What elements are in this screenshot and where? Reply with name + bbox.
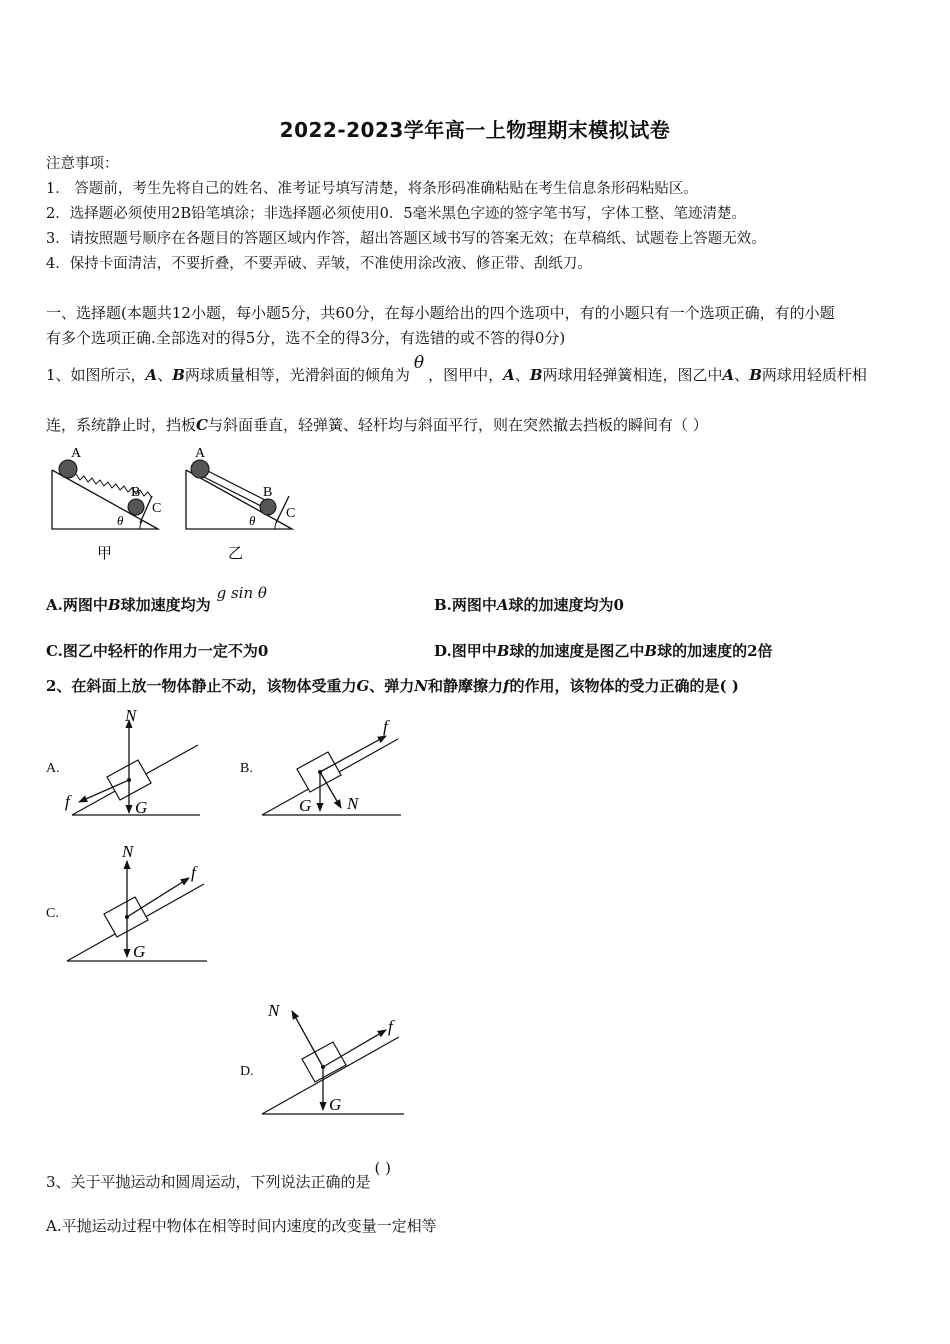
section1-line1: 一、选择题(本题共12小题，每小题5分，共60分，在每小题给出的四个选项中，有的小题只有一个选项正确，有的小题 — [46, 304, 835, 322]
block — [302, 1042, 346, 1082]
figure-yi — [186, 446, 295, 562]
g-sin-theta: g sin θ — [216, 584, 267, 602]
q2-option-a-figure[interactable] — [60, 705, 210, 825]
ball-a-jia — [59, 460, 77, 478]
q1-option-a[interactable]: A.两图中B球加速度均为g sin θ — [46, 584, 267, 614]
q1-option-d[interactable]: D.图甲中B球的加速度是图乙中B球的加速度的2倍 — [434, 642, 773, 660]
figure-jia — [52, 446, 161, 562]
svg-text:f: f — [388, 1017, 393, 1036]
ball-b-yi — [260, 499, 276, 515]
notice-item-3: 3．请按照题号顺序在各题目的答题区域内作答，超出答题区域书写的答案无效；在草稿纸、试题卷上答题无效。 — [46, 231, 766, 247]
svg-text:G: G — [329, 1095, 342, 1114]
theta-symbol: θ — [413, 353, 425, 373]
q2-option-c-figure[interactable] — [60, 840, 212, 968]
q1-stem-line1: 1、如图所示，A、B两球质量相等，光滑斜面的倾角为θ，图甲中，A、B两球用轻弹簧相连，图乙中A、B两球用轻质杆相 — [46, 353, 867, 384]
svg-text:G: G — [135, 798, 148, 817]
svg-text:A: A — [195, 446, 206, 461]
q1-option-c[interactable]: C.图乙中轻杆的作用力一定不为0 — [46, 642, 269, 660]
svg-text:C: C — [286, 506, 296, 521]
q1-option-b[interactable]: B.两图中A球的加速度均为0 — [434, 596, 624, 614]
svg-text:N: N — [122, 842, 134, 861]
q3-option-a[interactable]: A.平抛运动过程中物体在相等时间内速度的改变量一定相等 — [46, 1217, 437, 1235]
notice-heading: 注意事项： — [46, 156, 119, 172]
spring — [76, 474, 152, 498]
q1-stem-line2: 连，系统静止时，挡板C与斜面垂直，轻弹簧、轻杆均与斜面平行，则在突然撤去挡板的瞬间有（ ） — [46, 416, 708, 434]
q2-option-c-label[interactable]: C. — [46, 906, 59, 921]
q2-option-d-label[interactable]: D. — [240, 1064, 254, 1079]
svg-text:N: N — [125, 706, 137, 725]
fig-jia-label: 甲 — [97, 546, 113, 562]
svg-text:B: B — [263, 485, 273, 500]
svg-text:θ: θ — [117, 513, 124, 528]
fig-yi-label: 乙 — [228, 546, 244, 562]
svg-text:G: G — [133, 942, 146, 961]
q1-figure — [40, 440, 310, 568]
svg-text:θ: θ — [249, 513, 256, 528]
section1-line2: 有多个选项正确.全部选对的得5分，选不全的得3分，有选错的或不答的得0分) — [46, 329, 566, 347]
svg-text:f: f — [191, 863, 196, 882]
svg-text:G: G — [299, 796, 312, 815]
notice-item-1: 1． 答题前，考生先将自己的姓名、准考证号填写清楚，将条形码准确粘贴在考生信息条形码粘贴区。 — [46, 181, 698, 197]
svg-text:N: N — [268, 1001, 280, 1020]
q2-stem: 2、在斜面上放一物体静止不动，该物体受重力G、弹力N和静摩擦力f的作用，该物体的受力正确的是( ) — [46, 677, 739, 695]
q2-option-b-label[interactable]: B. — [240, 761, 253, 776]
svg-text:f: f — [383, 717, 388, 736]
ball-a-yi — [191, 460, 209, 478]
q2-option-b-figure[interactable] — [256, 712, 406, 822]
ball-b-jia — [128, 499, 144, 515]
svg-text:B: B — [131, 485, 141, 500]
q2-option-d-figure[interactable] — [256, 994, 408, 1120]
page-title: 2022-2023学年高一上物理期末模拟试卷 — [279, 118, 671, 142]
svg-text:f: f — [65, 792, 70, 811]
svg-text:C: C — [152, 501, 162, 516]
q3-answer-paren: ( ) — [374, 1159, 392, 1177]
svg-text:A: A — [71, 446, 82, 461]
q3-stem: 3、关于平抛运动和圆周运动，下列说法正确的是( ) — [46, 1159, 392, 1191]
notice-item-2: 2．选择题必须使用2B铅笔填涂；非选择题必须使用0．5毫米黑色字迹的签字笔书写，字体工整、笔迹清楚。 — [46, 206, 747, 222]
q2-option-a-label[interactable]: A. — [46, 761, 60, 776]
notice-item-4: 4．保持卡面清洁，不要折叠，不要弄破、弄皱，不准使用涂改液、修正带、刮纸刀。 — [46, 256, 592, 272]
svg-text:N: N — [347, 794, 359, 813]
